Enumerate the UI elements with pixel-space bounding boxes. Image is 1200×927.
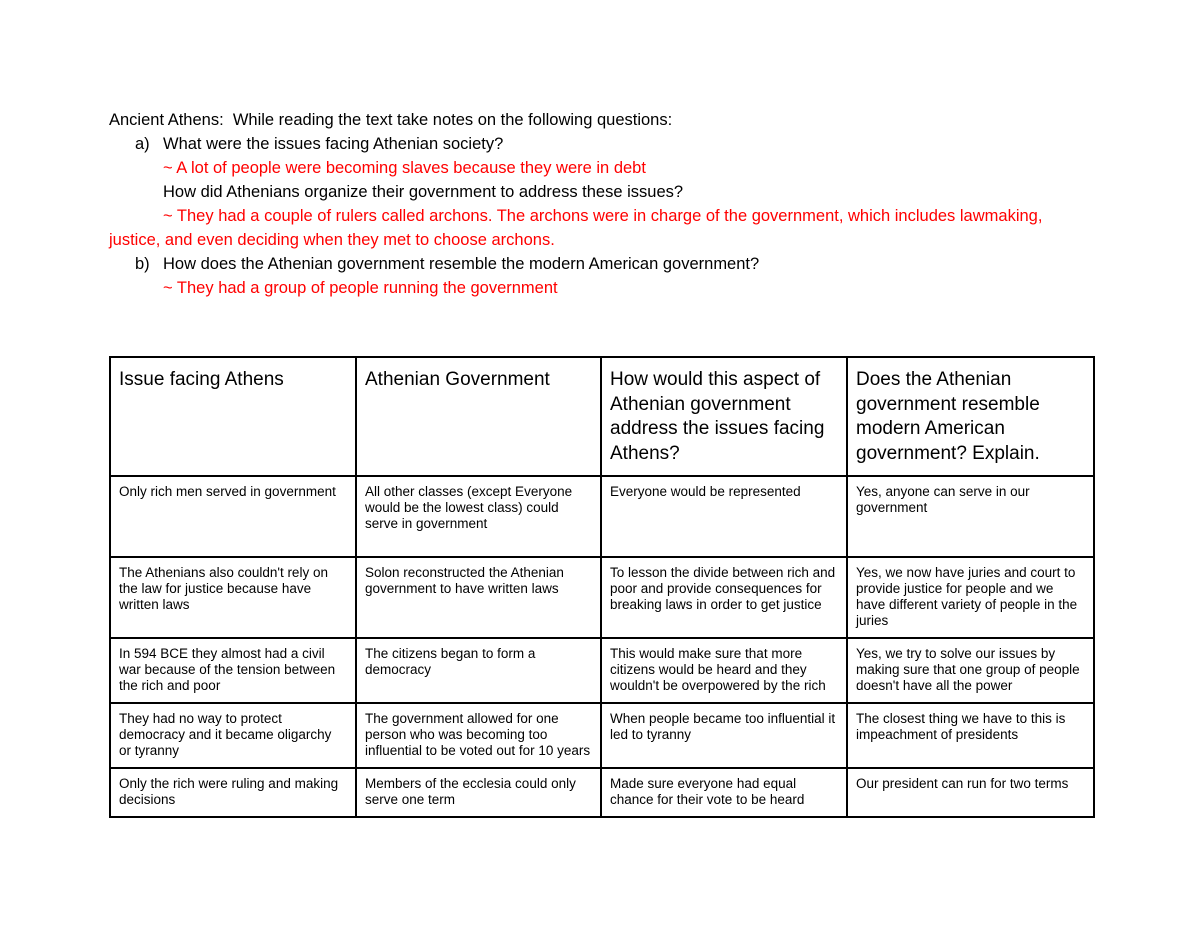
table-cell: Yes, we try to solve our issues by making sure that one group of people doesn't have all the power — [847, 638, 1094, 703]
table-cell: The government allowed for one person who was becoming too influential to be voted out for 10 years — [356, 703, 601, 768]
table-cell: The citizens began to form a democracy — [356, 638, 601, 703]
table-cell: To lesson the divide between rich and poor and provide consequences for breaking laws in order to get justice — [601, 557, 847, 638]
table-cell: Yes, anyone can serve in our government — [847, 476, 1094, 557]
table-cell: Everyone would be represented — [601, 476, 847, 557]
table-cell: All other classes (except Everyone would be the lowest class) could serve in government — [356, 476, 601, 557]
table-row — [110, 557, 1094, 638]
table-row — [110, 768, 1094, 817]
question-b-marker: b) — [135, 255, 150, 273]
question-b — [109, 252, 1069, 276]
table-cell: Only rich men served in government — [110, 476, 356, 557]
table-cell: Only the rich were ruling and making decisions — [110, 768, 356, 817]
table-cell: They had no way to protect democracy and it became oligarchy or tyranny — [110, 703, 356, 768]
answer-b: ~ They had a group of people running the government — [163, 279, 558, 297]
question-a2: How did Athenians organize their government to address these issues? — [163, 183, 684, 201]
table-cell: The Athenians also couldn't rely on the law for justice because have written laws — [110, 557, 356, 638]
notes-heading: Ancient Athens: While reading the text take notes on the following questions: — [109, 111, 673, 129]
notes-section — [109, 108, 1069, 300]
table-cell: The closest thing we have to this is impeachment of presidents — [847, 703, 1094, 768]
table-row — [110, 638, 1094, 703]
table-row — [110, 476, 1094, 557]
table-cell: Solon reconstructed the Athenian government to have written laws — [356, 557, 601, 638]
header-issue: Issue facing Athens — [110, 357, 356, 476]
header-address: How would this aspect of Athenian government address the issues facing Athens? — [601, 357, 847, 476]
header-government: Athenian Government — [356, 357, 601, 476]
notes-table — [109, 356, 1095, 818]
table-cell: Members of the ecclesia could only serve one term — [356, 768, 601, 817]
table-cell: Our president can run for two terms — [847, 768, 1094, 817]
table-cell: When people became too influential it led to tyranny — [601, 703, 847, 768]
answer-a2: ~ They had a couple of rulers called archons. The archons were in charge of the government, which includes lawmaking, justice, and even deciding when they met to choose archons. — [109, 207, 1043, 249]
table-cell: Yes, we now have juries and court to provide justice for people and we have different variety of people in the juries — [847, 557, 1094, 638]
table-cell: Made sure everyone had equal chance for their vote to be heard — [601, 768, 847, 817]
table-header-row — [110, 357, 1094, 476]
table-cell: In 594 BCE they almost had a civil war because of the tension between the rich and poor — [110, 638, 356, 703]
question-a-marker: a) — [135, 135, 150, 153]
table-cell: This would make sure that more citizens would be heard and they wouldn't be overpowered by the rich — [601, 638, 847, 703]
answer-a: ~ A lot of people were becoming slaves because they were in debt — [163, 159, 646, 177]
table-row — [110, 703, 1094, 768]
header-resemble: Does the Athenian government resemble modern American government? Explain. — [847, 357, 1094, 476]
question-b-text: How does the Athenian government resemble the modern American government? — [163, 255, 760, 273]
question-a-text: What were the issues facing Athenian society? — [163, 135, 504, 153]
question-a — [109, 132, 1069, 156]
